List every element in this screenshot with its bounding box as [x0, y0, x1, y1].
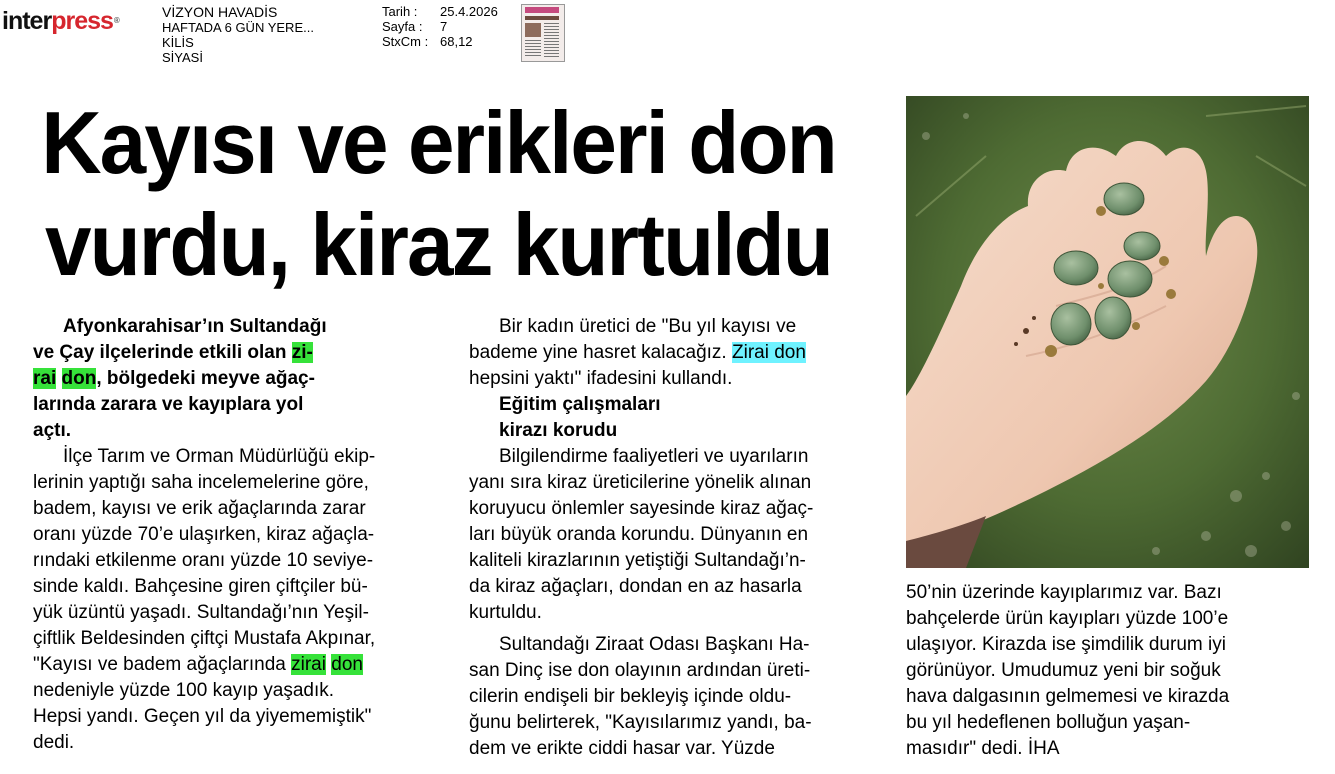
body-paragraph: [469, 314, 869, 392]
body-line: İlçe Tarım ve Orman Müdürlüğü ekip-: [63, 446, 376, 467]
body-line: lerinin yaptığı saha incelemelerine göre,: [33, 472, 369, 493]
article-column-1: [33, 314, 438, 756]
page-thumbnail[interactable]: [521, 4, 565, 62]
publication-city: KİLİS: [162, 35, 194, 50]
body-line: Sultandağı Ziraat Odası Başkanı Ha-: [499, 634, 810, 655]
body-line: ğunu belirterek, "Kayısılarımız yandı, ba-: [469, 712, 812, 733]
highlight-keyword: Zirai don: [732, 342, 806, 363]
article-column-3: [906, 580, 1316, 762]
body-line: "Kayısı ve badem ağaçlarında zirai don: [33, 654, 363, 675]
body-line: hepsini yaktı" ifadesini kullandı.: [469, 368, 733, 389]
article-column-2: [469, 314, 869, 762]
subheading-line: kirazı korudu: [499, 420, 618, 441]
body-line: ulaşıyor. Kirazda ise şimdilik durum iyi: [906, 634, 1226, 655]
logo-text-inter: inter: [2, 7, 52, 35]
highlight-keyword: don: [61, 368, 97, 389]
body-line: kurtuldu.: [469, 602, 542, 623]
stxcm-value: 68,12: [440, 34, 473, 49]
body-line: bahçelerde ürün kayıpları yüzde 100’e: [906, 608, 1229, 629]
page-value: 7: [440, 19, 448, 34]
body-line: yük üzüntü yaşadı. Sultandağı’nın Yeşil-: [33, 602, 369, 623]
publication-frequency: HAFTADA 6 GÜN YERE...: [162, 20, 314, 35]
body-line: Hepsi yandı. Geçen yıl da yiyememiştik": [33, 706, 372, 727]
headline-line-2: vurdu, kiraz kurtuldu: [45, 195, 832, 294]
body-line: sinde kaldı. Bahçesine giren çiftçiler bü-: [33, 576, 368, 597]
body-line: ları büyük oranda korundu. Dünyanın en: [469, 524, 809, 545]
publication-name: VİZYON HAVADİS: [162, 4, 278, 20]
body-line: kaliteli kirazlarının yetiştiği Sultandağı’n-: [469, 550, 806, 571]
date-label: Tarih :: [382, 4, 418, 19]
body-line: hava dalgasının gelmemesi ve kirazda: [906, 686, 1230, 707]
article-photo: [906, 96, 1309, 568]
body-paragraph: [469, 444, 869, 626]
lead-paragraph: [33, 314, 438, 444]
body-paragraph: [906, 580, 1316, 762]
lead-line: larında zarara ve kayıplara yol: [33, 394, 304, 415]
publication-info: [162, 5, 314, 65]
highlight-keyword: zi-: [291, 342, 313, 363]
interpress-logo: [2, 6, 119, 36]
body-paragraph: [469, 632, 869, 762]
body-line: bademe yine hasret kalacağız. Zirai don: [469, 342, 806, 363]
logo-text-press: press: [51, 7, 113, 35]
body-line: koruyucu önlemler sayesinde kiraz ağaç-: [469, 498, 814, 519]
body-paragraph: [33, 444, 438, 756]
date-row: [382, 4, 498, 19]
date-value: 25.4.2026: [440, 4, 498, 19]
body-line: nedeniyle yüzde 100 kayıp yaşadık.: [33, 680, 335, 701]
body-line: dem ve erikte ciddi hasar var. Yüzde: [469, 738, 775, 759]
body-line: Bilgilendirme faaliyetleri ve uyarıların: [499, 446, 809, 467]
body-line: rındaki etkilenme oranı yüzde 10 seviye-: [33, 550, 374, 571]
lead-line: Afyonkarahisar’ın Sultandağı: [63, 316, 327, 337]
body-line: da kiraz ağaçları, dondan en az hasarla: [469, 576, 802, 597]
body-line: masıdır" dedi. İHA: [906, 738, 1060, 759]
body-line: cilerin endişeli bir bekleyiş içinde oldu-: [469, 686, 792, 707]
page-label: Sayfa :: [382, 19, 423, 34]
headline-line-1: Kayısı ve erikleri don: [41, 93, 836, 192]
page-row: [382, 19, 498, 34]
publication-category: SİYASİ: [162, 50, 203, 65]
body-line: Bir kadın üretici de "Bu yıl kayısı ve: [499, 316, 797, 337]
registered-mark: ®: [113, 16, 119, 25]
body-line: badem, kayısı ve erik ağaçlarında zarar: [33, 498, 366, 519]
headline: [30, 92, 847, 296]
lead-line: rai don, bölgedeki meyve ağaç-: [33, 368, 315, 389]
body-line: çiftlik Beldesinden çiftçi Mustafa Akpınar,: [33, 628, 376, 649]
subheading-line: Eğitim çalışmaları: [499, 394, 661, 415]
body-line: dedi.: [33, 732, 75, 753]
highlight-keyword: rai: [33, 368, 57, 389]
body-line: yanı sıra kiraz üreticilerine yönelik alınan: [469, 472, 812, 493]
body-line: oranı yüzde 70’e ulaşırken, kiraz ağaçla-: [33, 524, 375, 545]
stxcm-row: [382, 34, 498, 49]
highlight-keyword: zirai: [291, 654, 326, 675]
lead-line: ve Çay ilçelerinde etkili olan zi-: [33, 342, 313, 363]
stxcm-label: StxCm :: [382, 34, 429, 49]
body-line: bu yıl hedeflenen bolluğun yaşan-: [906, 712, 1191, 733]
body-line: görünüyor. Umudumuz yeni bir soğuk: [906, 660, 1221, 681]
lead-line: açtı.: [33, 420, 72, 441]
highlight-keyword: don: [331, 654, 363, 675]
body-line: san Dinç ise don olayının ardından üreti-: [469, 660, 811, 681]
body-line: 50’nin üzerinde kayıplarımız var. Bazı: [906, 582, 1222, 603]
subheading: [469, 392, 869, 444]
clipping-meta: [382, 4, 498, 49]
